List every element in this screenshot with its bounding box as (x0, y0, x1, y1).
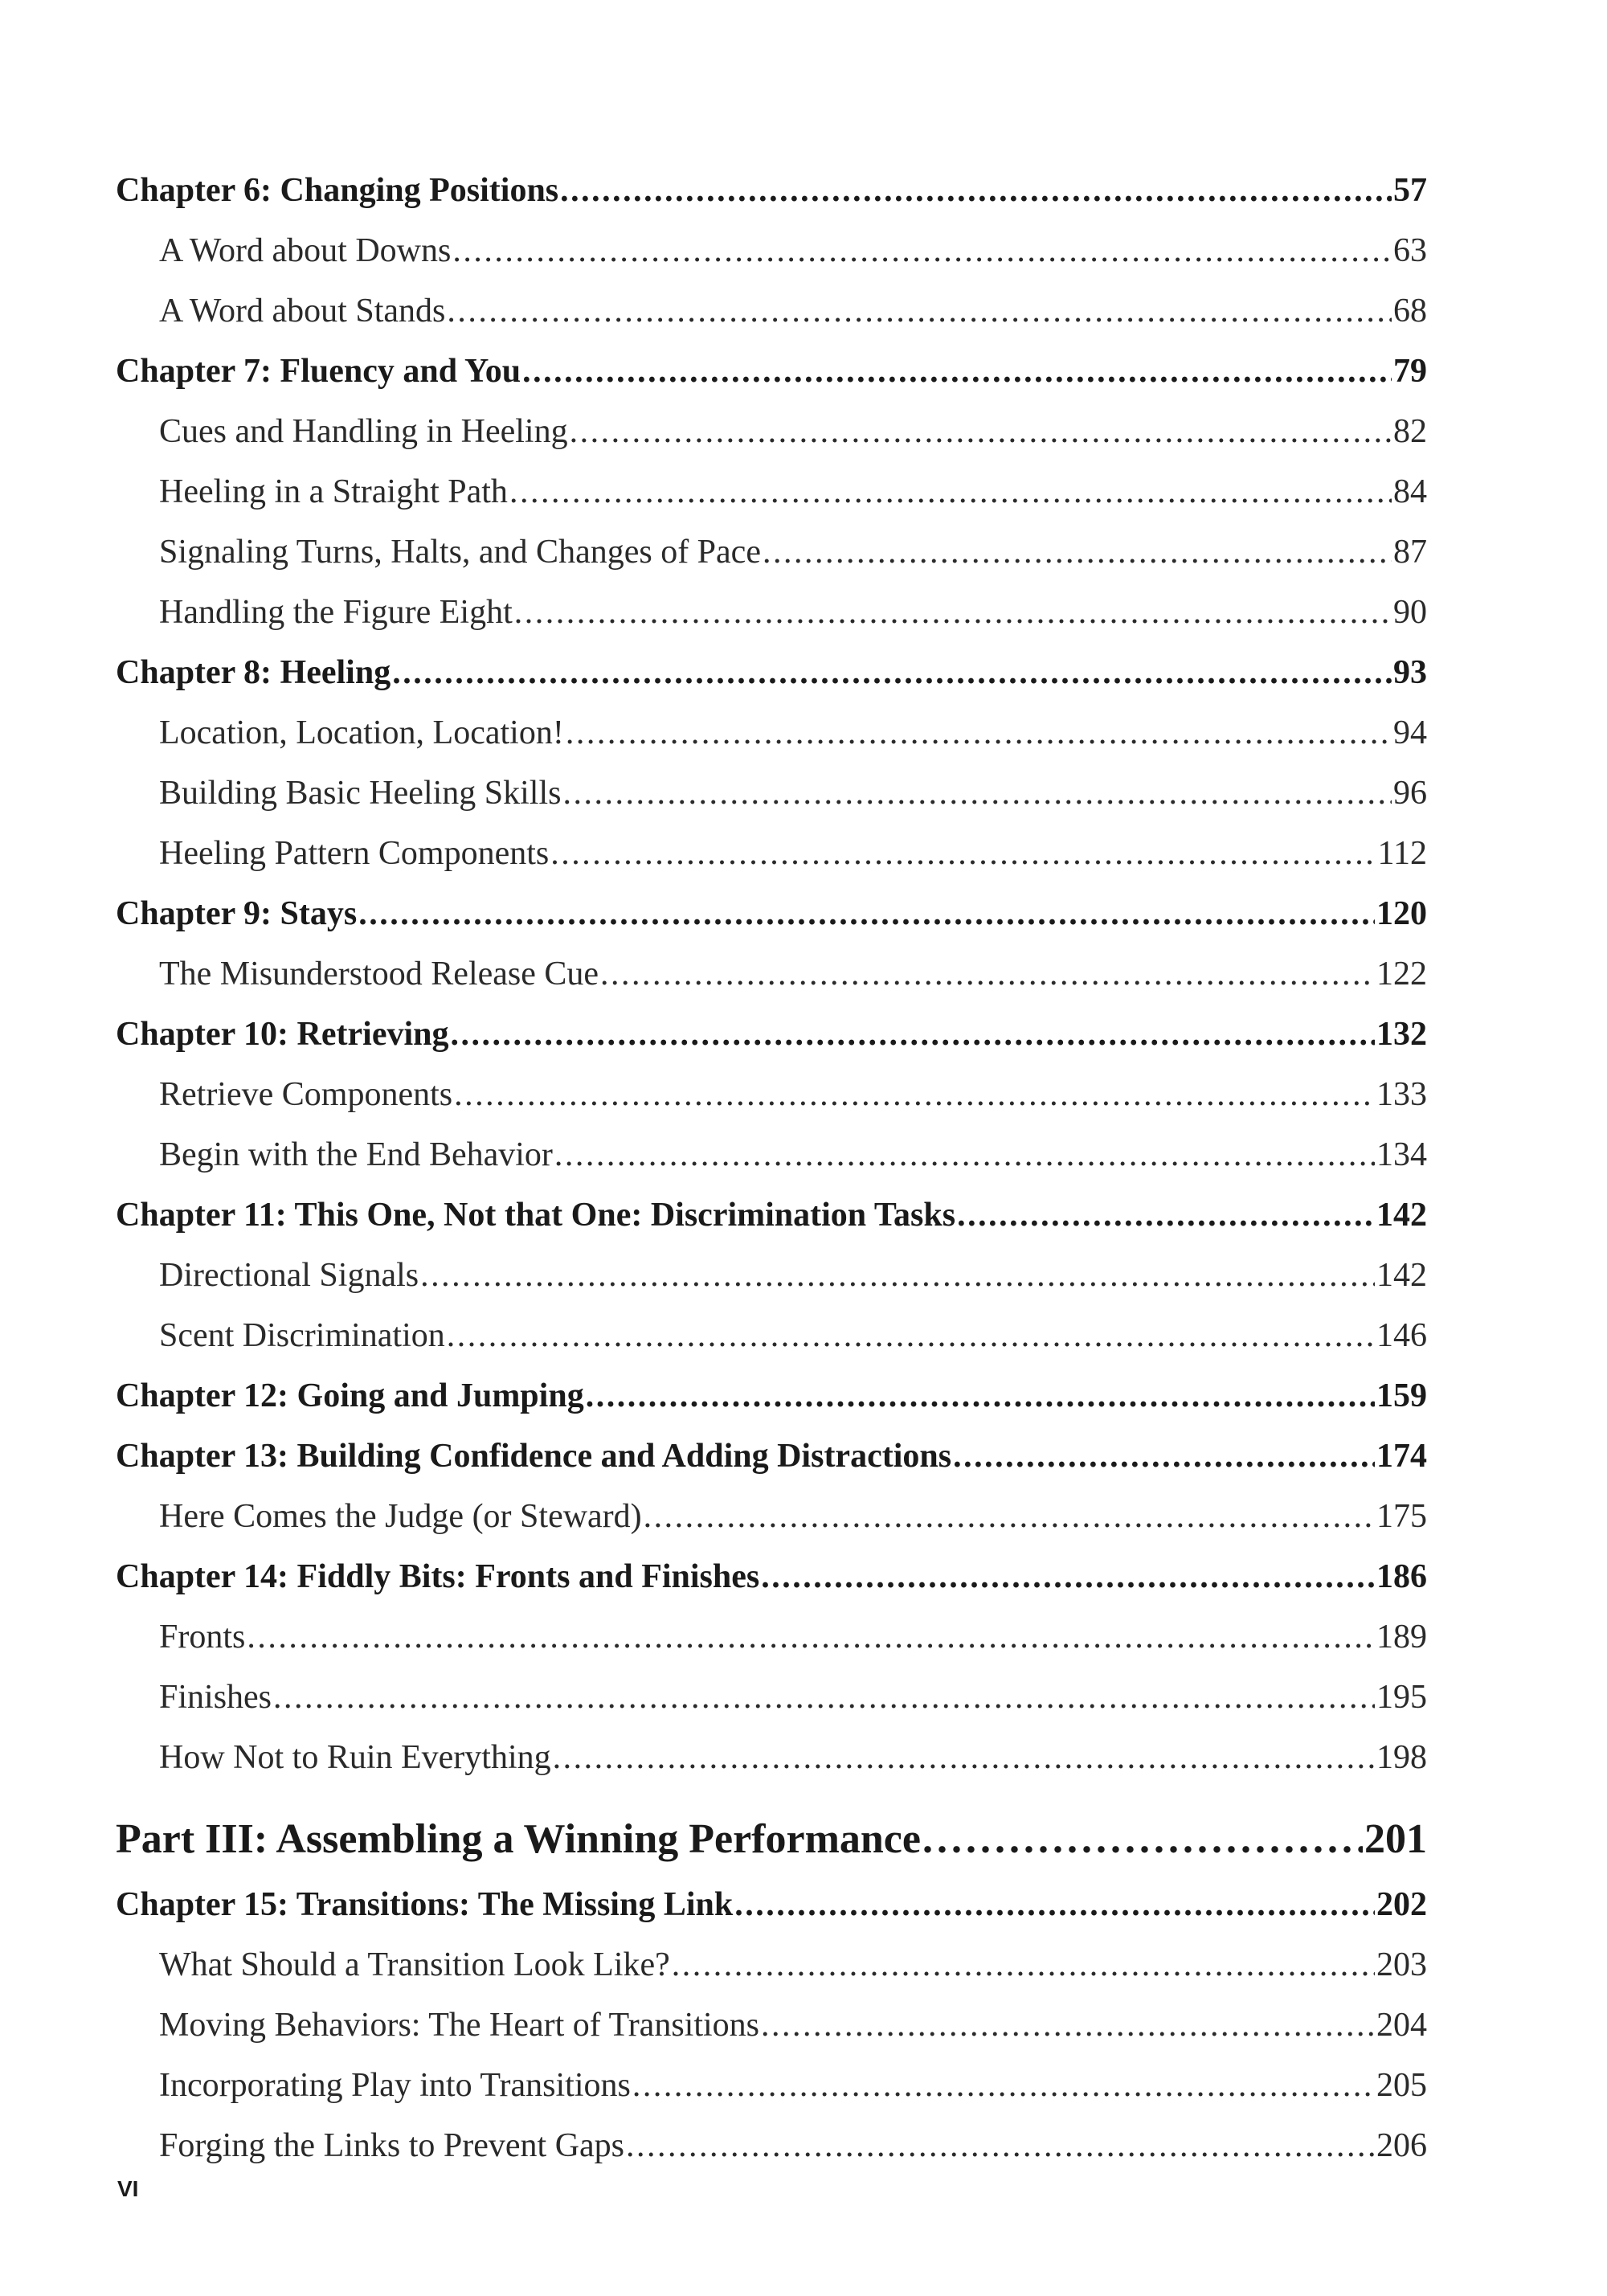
toc-entry-title: Signaling Turns, Halts, and Changes of Pace (159, 534, 761, 571)
toc-chapter-entry (116, 1185, 1427, 1246)
toc-chapter-entry (116, 1875, 1427, 1935)
dot-leader (358, 884, 1375, 944)
toc-chapter-entry (116, 884, 1427, 944)
toc-entry-title: Chapter 11: This One, Not that One: Discrimination Tasks (116, 1197, 956, 1234)
toc-entry-title: Chapter 7: Fluency and You (116, 353, 521, 390)
toc-entry-title: Part III: Assembling a Winning Performance (116, 1816, 921, 1862)
toc-entry-title: A Word about Stands (159, 293, 446, 329)
toc-section-entry (116, 824, 1427, 884)
toc-entry-page-number: 159 (1376, 1377, 1427, 1414)
toc-entry-page-number: 206 (1376, 2127, 1427, 2164)
toc-entry-page-number: 134 (1376, 1136, 1427, 1173)
toc-entry-title: Heeling Pattern Components (159, 835, 550, 872)
toc-entry-title: Incorporating Play into Transitions (159, 2067, 631, 2104)
toc-entry-title: How Not to Ruin Everything (159, 1739, 551, 1776)
toc-chapter-entry (116, 161, 1427, 221)
toc-entry-title: Here Comes the Judge (or Steward) (159, 1498, 642, 1535)
toc-section-entry (116, 1246, 1427, 1306)
toc-section-entry (116, 1607, 1427, 1668)
toc-entry-page-number: 93 (1393, 654, 1427, 691)
toc-entry-page-number: 189 (1376, 1619, 1427, 1655)
toc-entry-page-number: 96 (1393, 775, 1427, 812)
dot-leader (553, 1728, 1375, 1788)
dot-leader (392, 643, 1392, 703)
dot-leader (420, 1246, 1375, 1306)
toc-chapter-entry (116, 1366, 1427, 1426)
toc-entry-title: Chapter 12: Going and Jumping (116, 1377, 584, 1414)
dot-leader (644, 1487, 1375, 1547)
toc-section-entry (116, 522, 1427, 583)
dot-leader (734, 1875, 1375, 1935)
dot-leader (554, 1125, 1375, 1185)
dot-leader (509, 462, 1392, 522)
toc-entry-title: Chapter 15: Transitions: The Missing Link (116, 1886, 734, 1923)
toc-entry-title: Forging the Links to Prevent Gaps (159, 2127, 625, 2164)
dot-leader (600, 944, 1375, 1005)
toc-entry-page-number: 122 (1376, 956, 1427, 992)
dot-leader (447, 281, 1392, 342)
toc-section-entry (116, 1487, 1427, 1547)
dot-leader (632, 2056, 1375, 2116)
toc-entry-title: Chapter 14: Fiddly Bits: Fronts and Finishes (116, 1558, 760, 1595)
toc-entry-title: Chapter 8: Heeling (116, 654, 391, 691)
toc-section-entry (116, 221, 1427, 281)
toc-entry-page-number: 84 (1393, 473, 1427, 510)
toc-chapter-entry (116, 1005, 1427, 1065)
dot-leader (922, 1806, 1363, 1873)
toc-entry-title: Finishes (159, 1679, 272, 1716)
toc-section-entry (116, 944, 1427, 1005)
dot-leader (447, 1306, 1375, 1366)
toc-entry-page-number: 90 (1393, 594, 1427, 631)
toc-entry-title: Location, Location, Location! (159, 714, 564, 751)
toc-section-entry (116, 462, 1427, 522)
toc-entry-page-number: 87 (1393, 534, 1427, 571)
dot-leader (450, 1005, 1375, 1065)
toc-chapter-entry (116, 1426, 1427, 1487)
toc-entry-page-number: 195 (1376, 1679, 1427, 1716)
toc-entry-title: Building Basic Heeling Skills (159, 775, 562, 812)
dot-leader (454, 1065, 1375, 1125)
toc-section-entry (116, 1125, 1427, 1185)
toc-section-entry (116, 281, 1427, 342)
dot-leader (514, 583, 1392, 643)
toc-section-entry (116, 1995, 1427, 2056)
toc-section-entry (116, 703, 1427, 763)
dot-leader (763, 522, 1392, 583)
dot-leader (953, 1426, 1375, 1487)
toc-entry-page-number: 120 (1376, 895, 1427, 932)
toc-section-entry (116, 763, 1427, 824)
dot-leader (761, 1547, 1375, 1607)
toc-entry-title: Chapter 9: Stays (116, 895, 358, 932)
toc-entry-title: Begin with the End Behavior (159, 1136, 553, 1173)
dot-leader (560, 161, 1392, 221)
dot-leader (761, 1995, 1375, 2056)
toc-chapter-entry (116, 342, 1427, 402)
toc-entry-title: Chapter 6: Changing Positions (116, 172, 559, 209)
toc-chapter-entry (116, 1547, 1427, 1607)
toc-entry-page-number: 174 (1376, 1438, 1427, 1475)
dot-leader (247, 1607, 1375, 1668)
toc-entry-title: Chapter 10: Retrieving (116, 1016, 449, 1053)
toc-entry-page-number: 112 (1377, 835, 1427, 872)
toc-chapter-entry (116, 643, 1427, 703)
dot-leader (957, 1185, 1375, 1246)
toc-entry-page-number: 63 (1393, 232, 1427, 269)
toc-section-entry (116, 2116, 1427, 2176)
toc-entry-title: The Misunderstood Release Cue (159, 956, 599, 992)
toc-entry-page-number: 82 (1393, 413, 1427, 450)
toc-entry-title: Moving Behaviors: The Heart of Transitions (159, 2007, 760, 2044)
toc-entry-page-number: 94 (1393, 714, 1427, 751)
table-of-contents (116, 161, 1427, 2176)
toc-entry-page-number: 203 (1376, 1946, 1427, 1983)
toc-entry-page-number: 201 (1364, 1816, 1427, 1862)
toc-entry-title: Fronts (159, 1619, 246, 1655)
toc-part-entry (116, 1806, 1427, 1873)
toc-entry-title: Chapter 13: Building Confidence and Adding Distractions (116, 1438, 952, 1475)
toc-section-entry (116, 1668, 1427, 1728)
dot-leader (452, 221, 1392, 281)
toc-entry-title: Scent Discrimination (159, 1317, 445, 1354)
toc-entry-title: Heeling in a Straight Path (159, 473, 508, 510)
dot-leader (586, 1366, 1375, 1426)
dot-leader (566, 703, 1392, 763)
toc-section-entry (116, 1935, 1427, 1995)
toc-entry-page-number: 57 (1393, 172, 1427, 209)
dot-leader (273, 1668, 1375, 1728)
toc-entry-title: What Should a Transition Look Like? (159, 1946, 670, 1983)
page-number-folio: VI (117, 2176, 139, 2201)
toc-section-entry (116, 583, 1427, 643)
toc-entry-page-number: 68 (1393, 293, 1427, 329)
toc-entry-title: A Word about Downs (159, 232, 452, 269)
toc-section-entry (116, 402, 1427, 462)
toc-section-entry (116, 2056, 1427, 2116)
toc-entry-title: Directional Signals (159, 1257, 419, 1294)
toc-entry-page-number: 142 (1376, 1197, 1427, 1234)
toc-entry-title: Handling the Figure Eight (159, 594, 513, 631)
dot-leader (522, 342, 1392, 402)
dot-leader (550, 824, 1376, 884)
dot-leader (626, 2116, 1375, 2176)
dot-leader (672, 1935, 1375, 1995)
toc-entry-page-number: 186 (1376, 1558, 1427, 1595)
toc-entry-page-number: 205 (1376, 2067, 1427, 2104)
toc-entry-page-number: 133 (1376, 1076, 1427, 1113)
toc-entry-title: Cues and Handling in Heeling (159, 413, 568, 450)
toc-entry-page-number: 204 (1376, 2007, 1427, 2044)
dot-leader (563, 763, 1392, 824)
toc-entry-page-number: 142 (1376, 1257, 1427, 1294)
toc-entry-page-number: 132 (1376, 1016, 1427, 1053)
toc-section-entry (116, 1065, 1427, 1125)
toc-entry-page-number: 79 (1393, 353, 1427, 390)
toc-section-entry (116, 1306, 1427, 1366)
dot-leader (570, 402, 1392, 462)
toc-entry-page-number: 175 (1376, 1498, 1427, 1535)
toc-entry-page-number: 202 (1376, 1886, 1427, 1923)
toc-section-entry (116, 1728, 1427, 1788)
toc-entry-page-number: 146 (1376, 1317, 1427, 1354)
toc-entry-page-number: 198 (1376, 1739, 1427, 1776)
toc-entry-title: Retrieve Components (159, 1076, 453, 1113)
